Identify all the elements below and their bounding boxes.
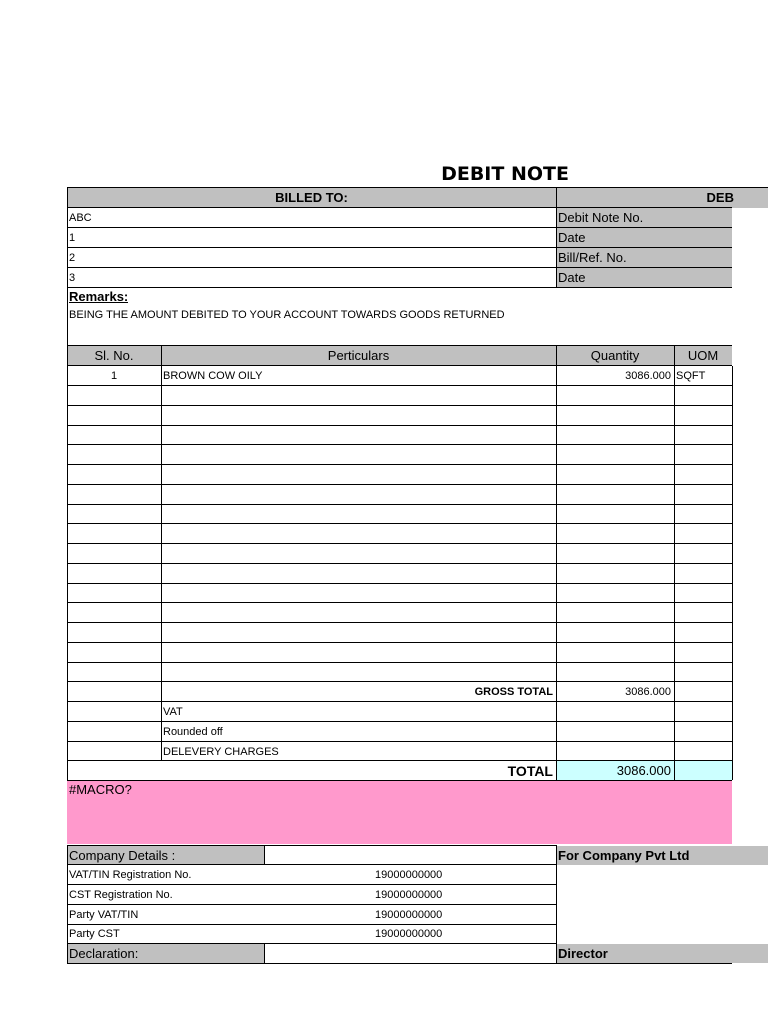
grid-line xyxy=(67,864,556,865)
party-vat-tin-value: 19000000000 xyxy=(375,909,443,921)
remarks-label: Remarks: xyxy=(69,289,129,304)
grid-line xyxy=(67,287,732,288)
grid-line xyxy=(556,345,557,780)
table-row-sl: 1 xyxy=(110,370,118,382)
grid-line xyxy=(67,187,68,346)
grid-line xyxy=(67,425,732,426)
grid-line xyxy=(161,345,162,761)
grid-line xyxy=(67,444,732,445)
rounded-off-label: Rounded off xyxy=(163,726,223,738)
grid-line xyxy=(67,662,732,663)
grid-line xyxy=(67,227,732,228)
total-label: TOTAL xyxy=(507,763,553,779)
grid-line xyxy=(67,405,732,406)
table-row-quantity: 3086.000 xyxy=(625,370,671,382)
grid-line xyxy=(67,583,732,584)
grid-line xyxy=(67,267,732,268)
grid-line xyxy=(264,845,265,864)
col-header-sl-no: Sl. No. xyxy=(67,346,161,366)
grid-line xyxy=(67,845,556,846)
grid-line xyxy=(264,943,265,963)
bill-ref-no-label: Bill/Ref. No. xyxy=(556,248,732,268)
grid-line xyxy=(67,622,732,623)
grid-line xyxy=(67,207,732,208)
billed-to-line-1: ABC xyxy=(69,212,92,224)
grid-line xyxy=(556,187,557,287)
grid-line xyxy=(67,681,732,682)
grid-line xyxy=(556,963,732,964)
total-quantity: 3086.000 xyxy=(556,761,674,780)
gross-total-label: GROSS TOTAL xyxy=(474,686,553,698)
col-header-uom: UOM xyxy=(674,346,732,366)
grid-line xyxy=(67,904,556,905)
grid-line xyxy=(67,464,732,465)
grid-line xyxy=(67,701,732,702)
company-details-label: Company Details : xyxy=(67,846,264,865)
col-header-quantity: Quantity xyxy=(556,346,674,366)
delivery-charges-label: DELEVERY CHARGES xyxy=(163,746,279,758)
bill-date-label: Date xyxy=(556,268,732,288)
party-cst-label: Party CST xyxy=(69,928,120,940)
grid-line xyxy=(67,924,556,925)
grid-line xyxy=(67,385,732,386)
grid-line xyxy=(674,345,675,780)
billed-to-header: BILLED TO: xyxy=(67,188,556,208)
grid-line xyxy=(67,345,68,780)
gross-total-quantity: 3086.000 xyxy=(625,686,671,698)
vat-tin-reg-label: VAT/TIN Registration No. xyxy=(69,869,192,881)
grid-line xyxy=(67,543,732,544)
debit-header: DEB xyxy=(556,188,768,208)
grid-line xyxy=(67,523,732,524)
grid-line xyxy=(732,366,733,780)
grid-line xyxy=(67,963,556,964)
director-label: Director xyxy=(556,944,768,963)
vat-tin-reg-value: 19000000000 xyxy=(375,869,443,881)
billed-to-line-4: 3 xyxy=(69,272,76,284)
grid-line xyxy=(67,760,732,761)
for-company-label: For Company Pvt Ltd xyxy=(556,846,768,865)
grid-line xyxy=(67,504,732,505)
remarks-text: BEING THE AMOUNT DEBITED TO YOUR ACCOUNT TOWARDS GOODS RETURNED xyxy=(69,309,505,321)
grid-line xyxy=(67,345,732,346)
grid-line xyxy=(67,247,732,248)
grid-line xyxy=(67,187,768,188)
grid-line xyxy=(67,780,732,781)
declaration-label: Declaration: xyxy=(67,944,264,963)
billed-to-line-2: 1 xyxy=(69,232,76,244)
grid-line xyxy=(67,642,732,643)
macro-area: #MACRO? xyxy=(67,780,732,844)
cst-reg-value: 19000000000 xyxy=(375,889,443,901)
party-cst-value: 19000000000 xyxy=(375,928,443,940)
cst-reg-label: CST Registration No. xyxy=(69,889,173,901)
grid-line xyxy=(67,563,732,564)
grid-line xyxy=(67,884,556,885)
vat-label: VAT xyxy=(163,706,183,718)
grid-line xyxy=(67,365,732,366)
grid-line xyxy=(67,741,732,742)
debit-note-no-label: Debit Note No. xyxy=(556,208,732,228)
grid-line xyxy=(67,602,732,603)
grid-line xyxy=(67,484,732,485)
grid-line xyxy=(67,721,732,722)
total-uom-cell xyxy=(674,761,732,780)
document-title: DEBIT NOTE xyxy=(441,163,569,185)
col-header-particulars: Perticulars xyxy=(161,346,556,366)
table-row-uom: SQFT xyxy=(676,370,706,382)
grid-line xyxy=(556,845,557,963)
grid-line xyxy=(67,845,68,963)
billed-to-line-3: 2 xyxy=(69,252,76,264)
debit-date-label: Date xyxy=(556,228,732,248)
party-vat-tin-label: Party VAT/TIN xyxy=(69,909,139,921)
table-row-particulars: BROWN COW OILY xyxy=(163,370,263,382)
grid-line xyxy=(67,943,556,944)
